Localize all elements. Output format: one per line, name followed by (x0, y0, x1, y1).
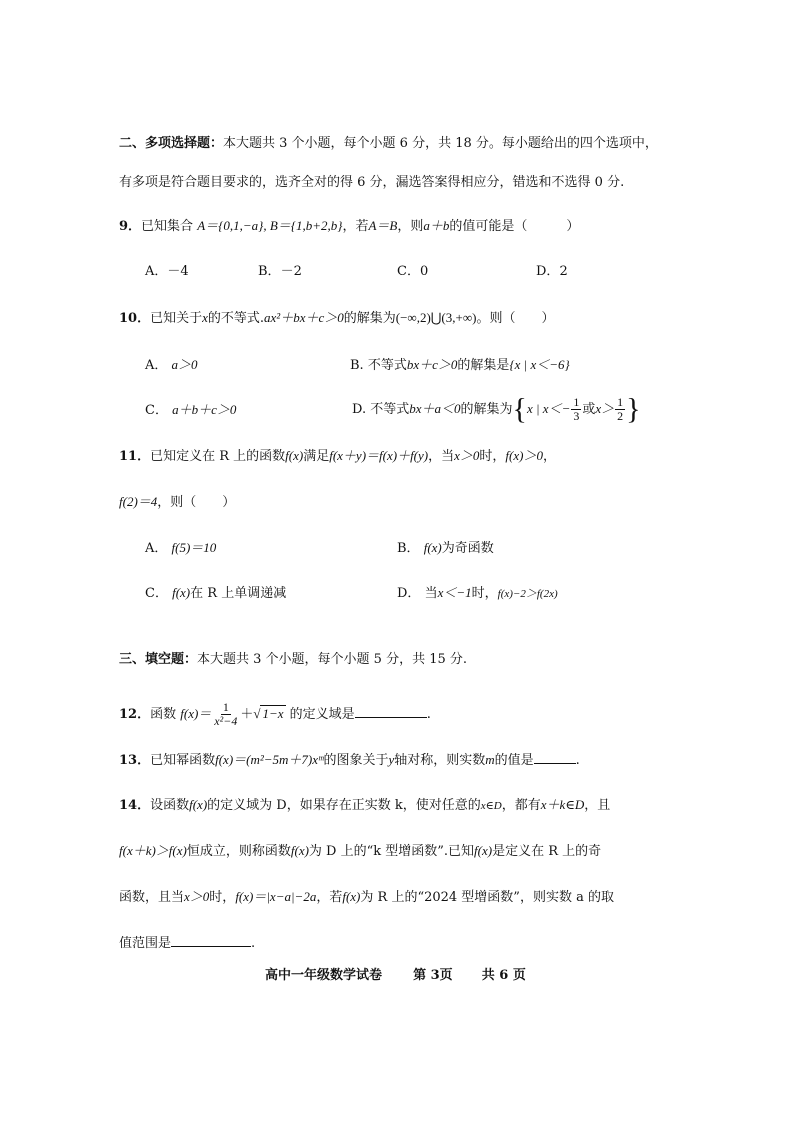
q10-option-b (350, 355, 570, 376)
q10-option-b-mid: 的解集是 (457, 358, 510, 373)
question-11-line-2 (119, 492, 235, 513)
section3-desc: 本大题共 3 个小题，每个小题 5 分，共 15 分. (197, 652, 468, 667)
q10-option-b-ineq: bx＋c＞0 (406, 357, 458, 372)
fraction-numerator: 1 (222, 700, 229, 714)
q9-sets: A＝{0,1,−a}, B＝{1,b+2,b} (197, 218, 343, 233)
q10-option-c-label: C． (145, 403, 168, 418)
page-footer (265, 966, 526, 986)
q9-expression: a＋b (423, 218, 450, 233)
q11-option-d-inequality: f(x)−2＞f(2x) (497, 588, 558, 600)
q11-option-b (397, 538, 494, 559)
q11-option-b-label: B． (397, 541, 420, 556)
q9-option-b-label: B． (258, 264, 281, 279)
fraction-denominator: 2 (617, 409, 624, 423)
section2-title: 二、多项选择题： (119, 136, 224, 151)
section3-heading-line (119, 650, 467, 670)
q12-answer-blank[interactable] (355, 704, 427, 718)
q13-fx: f(x)＝(m²−5m＋7)xᵐ (215, 752, 324, 767)
q11-option-d-mid: 时， (471, 586, 498, 601)
q11-condition-2: f(x)＞0 (505, 448, 543, 463)
q9-option-c-value: 0 (419, 264, 429, 279)
q14-l3-b: 时， (209, 890, 236, 905)
q9-option-b-value: －2 (280, 264, 302, 279)
fraction-numerator: 1 (617, 395, 624, 409)
q10-number: 10． (119, 311, 151, 326)
fraction-numerator: 1 (573, 395, 580, 409)
q11-option-c-post: 在 R 上单调递减 (190, 586, 287, 601)
section2-desc-line-2 (119, 173, 624, 193)
q14-l3-c: ，若 (316, 890, 343, 905)
question-12 (119, 696, 431, 733)
q11-line2-condition: f(2)＝4 (119, 494, 158, 509)
question-10 (119, 308, 554, 329)
q10-option-c-value: a＋b＋c＞0 (172, 402, 237, 417)
q11-text-end: ， (542, 449, 556, 464)
left-brace-glyph: { (512, 392, 527, 426)
q14-l1-e: x＋k∈D (540, 797, 585, 812)
question-11 (119, 446, 556, 467)
q10-option-a (145, 355, 198, 376)
q9-option-a-value: －4 (167, 264, 189, 279)
q14-l3-d: 为 R 上的“2024 型增函数”，则实数 a 的取 (360, 890, 614, 905)
q11-number: 11． (119, 449, 151, 464)
q10-option-b-label: B. (350, 358, 364, 373)
q14-number: 14． (119, 798, 151, 813)
q11-text-mid: 满足 (303, 449, 330, 464)
q9-option-d (536, 262, 568, 282)
q14-l1-fx: f(x) (189, 797, 208, 812)
q14-l2-fx: f(x) (290, 843, 309, 858)
q10-option-a-value: a＞0 (171, 357, 198, 372)
q10-text-post: 。则（ ） (476, 311, 555, 326)
q14-l1-f: ，且 (584, 798, 611, 813)
question-14-line-3 (119, 887, 614, 908)
q14-l1-b: 的定义域为 D，如果存在正实数 k，使对任意的 (207, 798, 481, 813)
q9-option-a (145, 262, 189, 282)
q13-answer-blank[interactable] (534, 750, 576, 764)
q14-l4: 值范围是 (119, 936, 172, 951)
q10-option-d-set-1: x | x＜− (526, 401, 571, 416)
q10-option-d-label: D. (352, 402, 367, 417)
q14-l2-fx2: f(x) (474, 843, 493, 858)
q12-fraction (212, 701, 239, 728)
q14-l1: 设函数 (150, 798, 190, 813)
q9-text-pre: 已知集合 (141, 219, 194, 234)
q11-option-d-label: D． (397, 586, 421, 601)
q13-number: 13． (119, 753, 151, 768)
q11-option-b-fx: f(x) (423, 540, 442, 555)
right-brace-glyph: } (626, 392, 641, 426)
q13-end: . (575, 753, 580, 768)
q11-line2-post: ，则（ ） (157, 495, 236, 510)
question-14-line-4 (119, 933, 255, 954)
q14-l2-a: f(x＋k)＞f(x) (119, 843, 187, 858)
q13-text-mid: 的图象关于 (323, 753, 389, 768)
q11-option-a-value: f(5)＝10 (171, 540, 217, 555)
q13-y: y (388, 752, 395, 767)
question-9 (119, 216, 579, 237)
q10-option-d-ineq: bx＋a＜0 (409, 401, 461, 416)
footer-page-number: 第 3页 (413, 968, 453, 983)
q10-option-d-fraction-1 (571, 396, 581, 423)
q14-l2-b: 恒成立，则称函数 (186, 844, 291, 859)
q12-plus: ＋ (240, 706, 254, 721)
q9-option-a-label: A． (145, 264, 168, 279)
q10-solution: (−∞,2)⋃(3,+∞) (395, 310, 477, 325)
q9-text-post: 的值可能是（ ） (449, 219, 580, 234)
q10-option-d-fraction-2 (615, 396, 625, 423)
q9-option-d-value: 2 (559, 264, 568, 279)
fraction-denominator: x²−4 (214, 714, 238, 728)
q13-text-mid2: 轴对称，则实数 (394, 753, 486, 768)
q10-option-d-or: 或 (582, 402, 596, 417)
q9-text-mid2: ，则 (397, 219, 424, 234)
q12-sqrt-radicand: 1−x (262, 706, 284, 721)
q14-l3-condition: x＞0 (184, 889, 210, 904)
q9-number: 9． (119, 219, 142, 234)
q11-option-d (397, 583, 558, 604)
fraction-denominator: 3 (573, 409, 580, 423)
q13-text-pre: 已知幂函数 (150, 753, 216, 768)
section2-heading-line (119, 134, 658, 154)
q10-option-c (145, 400, 236, 421)
section2-desc-2: 有多项是符合题目要求的，选齐全对的得 6 分，漏选答案得相应分，错选和不选得 0 分. (119, 175, 625, 190)
question-13 (119, 750, 580, 771)
q11-option-b-post: 为奇函数 (441, 541, 494, 556)
q10-option-d-pre: 不等式 (370, 402, 410, 417)
q14-answer-blank[interactable] (171, 933, 251, 947)
q14-l3-a: 函数，且当 (119, 890, 185, 905)
footer-title: 高中一年级数学试卷 (265, 968, 383, 983)
q10-option-b-pre: 不等式 (367, 358, 407, 373)
question-14-line-2 (119, 841, 601, 862)
q10-text-mid: 的不等式. (207, 311, 265, 326)
q10-text-mid2: 的解集为 (343, 311, 396, 326)
q14-l2-c: 为 D 上的“k 型增函数”.已知 (308, 844, 475, 859)
q11-text-pre: 已知定义在 R 上的函数 (150, 449, 286, 464)
q10-option-d-set-2: x＞ (595, 401, 615, 416)
q12-fx: f(x)＝ (180, 706, 212, 721)
q11-option-d-pre: 当 (424, 586, 438, 601)
section2-desc-1: 本大题共 3 个小题，每个小题 6 分，共 18 分。每小题给出的四个选项中， (223, 136, 658, 151)
q12-text-pre: 函数 (150, 707, 177, 722)
q11-option-a (145, 538, 216, 559)
footer-total-pages: 共 6 页 (481, 968, 526, 983)
q14-l3-equation: f(x)＝|x−a|−2a (235, 889, 317, 904)
q9-option-b (258, 262, 302, 282)
q10-option-d (352, 392, 641, 427)
q11-condition-1: x＞0 (454, 448, 480, 463)
section3-title: 三、填空题： (119, 652, 198, 667)
q11-fx: f(x) (285, 448, 304, 463)
q11-option-c-fx: f(x) (172, 585, 191, 600)
q10-inequality: ax²＋bx＋c＞0 (264, 310, 344, 325)
question-14-line-1 (119, 795, 610, 816)
q9-option-c-label: C． (397, 264, 420, 279)
q14-l1-d: ，都有 (501, 798, 541, 813)
q9-condition: A＝B (368, 218, 398, 233)
q11-option-c (145, 583, 286, 604)
q10-text-pre: 已知关于 (150, 311, 203, 326)
q11-text-mid2: ，当 (428, 449, 455, 464)
q10-option-d-mid: 的解集为 (460, 402, 513, 417)
q9-option-d-label: D． (536, 264, 560, 279)
q9-text-mid: ，若 (342, 219, 369, 234)
q12-text-post: 的定义域是 (289, 707, 355, 722)
q14-l2-d: 是定义在 R 上的奇 (492, 844, 602, 859)
q11-option-d-condition: x＜−1 (437, 585, 472, 600)
q11-option-c-label: C． (145, 586, 168, 601)
sqrt-sign-glyph: √ (253, 706, 261, 721)
q14-l3-fx: f(x) (342, 889, 361, 904)
q10-option-a-label: A． (145, 358, 168, 373)
q10-var: x (202, 310, 208, 325)
q12-number: 12． (119, 707, 151, 722)
q14-l1-c: x∈D (480, 800, 502, 812)
q11-option-a-label: A． (145, 541, 168, 556)
q10-option-b-set: {x | x＜−6} (509, 357, 570, 372)
q14-l4-end: . (251, 936, 256, 951)
q13-m: m (485, 752, 495, 767)
q13-text-post: 的值是 (494, 753, 534, 768)
q11-text-mid3: 时， (479, 449, 506, 464)
q11-equation: f(x＋y)＝f(x)＋f(y) (329, 448, 429, 463)
q12-end: . (426, 707, 431, 722)
q9-option-c (397, 262, 428, 282)
